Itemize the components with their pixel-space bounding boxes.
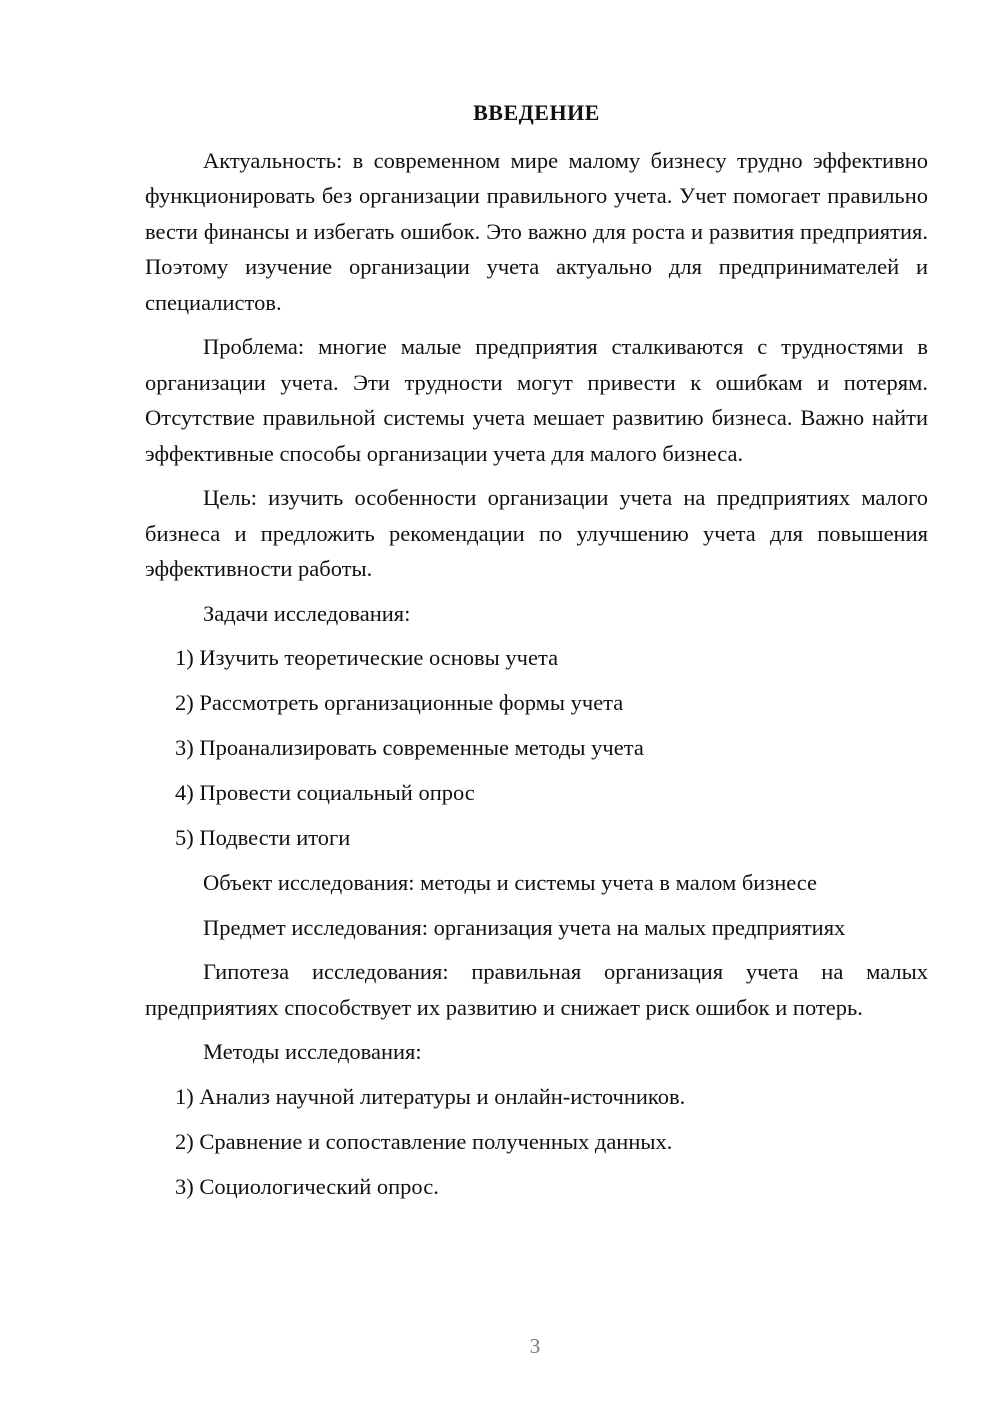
list-item: 3) Проанализировать современные методы учета bbox=[175, 735, 644, 760]
list-item: 1) Анализ научной литературы и онлайн-источников. bbox=[175, 1083, 686, 1109]
goal-paragraph: Цель: изучить особенности организации учета на предприятиях малого бизнеса и предложить рекомендации по улучшению учета для повышения эффективности работы. bbox=[145, 485, 928, 581]
list-item: 5) Подвести итоги bbox=[175, 825, 351, 850]
page-number: 3 bbox=[529, 1334, 541, 1358]
hypothesis-paragraph: Гипотеза исследования: правильная организация учета на малых предприятиях способствует их развитию и снижает риск ошибок и потерь. bbox=[145, 959, 928, 1020]
subject-line: Предмет исследования: организация учета на малых предприятиях bbox=[203, 914, 846, 940]
object-line: Объект исследования: методы и системы учета в малом бизнесе bbox=[203, 870, 818, 895]
page-title: ВВЕДЕНИЕ bbox=[473, 100, 600, 125]
problem-paragraph: Проблема: многие малые предприятия сталкиваются с трудностями в организации учета. Эти трудности могут привести к ошибкам и потерям. Отсутствие правильной системы учета мешает развитию бизнеса. Важно найти эффективные способы организации учета для малого бизнеса. bbox=[145, 334, 928, 466]
list-item: 2) Рассмотреть организационные формы учета bbox=[175, 690, 624, 715]
list-item: 4) Провести социальный опрос bbox=[175, 780, 475, 805]
relevance-paragraph: Актуальность: в современном мире малому бизнесу трудно эффективно функционировать без организации правильного учета. Учет помогает правильно вести финансы и избегать ошибок. Это важно для роста и развития предприятия. Поэтому изучение организации учета актуально для предпринимателей и специалистов. bbox=[145, 147, 928, 315]
list-item: 2) Сравнение и сопоставление полученных данных. bbox=[175, 1128, 673, 1154]
page-content bbox=[145, 95, 928, 1214]
methods-heading: Методы исследования: bbox=[203, 1039, 422, 1064]
list-item: 1) Изучить теоретические основы учета bbox=[175, 645, 559, 670]
list-item: 3) Социологический опрос. bbox=[175, 1173, 439, 1199]
tasks-heading: Задачи исследования: bbox=[203, 600, 411, 626]
